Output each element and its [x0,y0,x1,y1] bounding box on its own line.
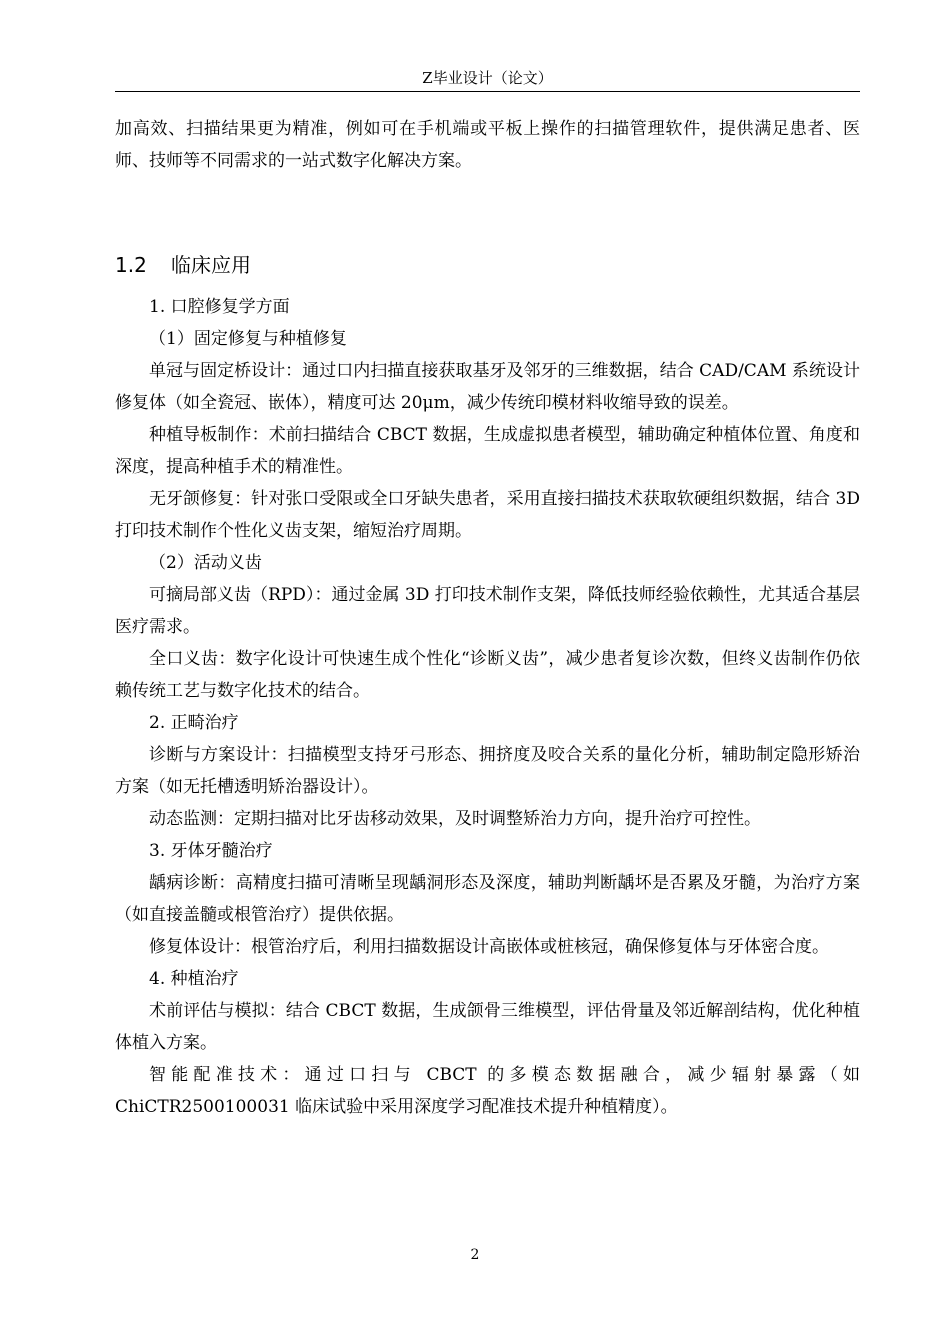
section-title: 临床应用 [171,253,251,277]
subheading: 1. 口腔修复学方面 [149,297,290,317]
section-heading [115,250,251,280]
page-number: 2 [470,1247,480,1263]
paragraph: 动态监测：定期扫描对比牙齿移动效果，及时调整矫治力方向，提升治疗可控性。 [149,809,761,829]
subheading: 3. 牙体牙髓治疗 [149,841,273,861]
paragraph: 单冠与固定桥设计：通过口内扫描直接获取基牙及邻牙的三维数据，结合 CAD/CAM 系统设计修复体（如全瓷冠、嵌体），精度可达 20μm，减少传统印模材料收缩导致的误差。 [115,361,860,413]
subheading: 2. 正畸治疗 [149,713,239,733]
intro-text [115,113,860,177]
body-text [115,291,860,1123]
section-number: 1.2 [115,253,147,277]
paragraph: 龋病诊断：高精度扫描可清晰呈现龋洞形态及深度，辅助判断龋坏是否累及牙髓，为治疗方案（如直接盖髓或根管治疗）提供依据。 [115,873,860,925]
paragraph: 诊断与方案设计：扫描模型支持牙弓形态、拥挤度及咬合关系的量化分析，辅助制定隐形矫治方案（如无托槽透明矫治器设计）。 [115,745,860,797]
paragraph: 可摘局部义齿（RPD）：通过金属 3D 打印技术制作支架，降低技师经验依赖性，尤其适合基层医疗需求。 [115,585,860,637]
paragraph: 修复体设计：根管治疗后，利用扫描数据设计高嵌体或桩核冠，确保修复体与牙体密合度。 [149,937,829,957]
paragraph: 全口义齿：数字化设计可快速生成个性化“诊断义齿”，减少患者复诊次数，但终义齿制作仍依赖传统工艺与数字化技术的结合。 [115,649,860,701]
paragraph: 术前评估与模拟：结合 CBCT 数据，生成颌骨三维模型，评估骨量及邻近解剖结构，优化种植体植入方案。 [115,1001,860,1053]
paragraph: 智能配准技术：通过口扫与 CBCT 的多模态数据融合，减少辐射暴露（如 ChiCTR2500100031 临床试验中采用深度学习配准技术提升种植精度）。 [115,1065,860,1117]
subheading: （1）固定修复与种植修复 [149,329,347,349]
page-header: Z毕业设计（论文） [422,69,553,87]
paragraph: 种植导板制作：术前扫描结合 CBCT 数据，生成虚拟患者模型，辅助确定种植体位置、角度和深度，提高种植手术的精准性。 [115,425,860,477]
paragraph: 无牙颌修复：针对张口受限或全口牙缺失患者，采用直接扫描技术获取软硬组织数据，结合 3D 打印技术制作个性化义齿支架，缩短治疗周期。 [115,489,860,541]
header-divider [115,91,860,92]
paragraph: 加高效、扫描结果更为精准，例如可在手机端或平板上操作的扫描管理软件，提供满足患者、医师、技师等不同需求的一站式数字化解决方案。 [115,119,860,171]
subheading: 4. 种植治疗 [149,969,239,989]
subheading: （2）活动义齿 [149,553,262,573]
